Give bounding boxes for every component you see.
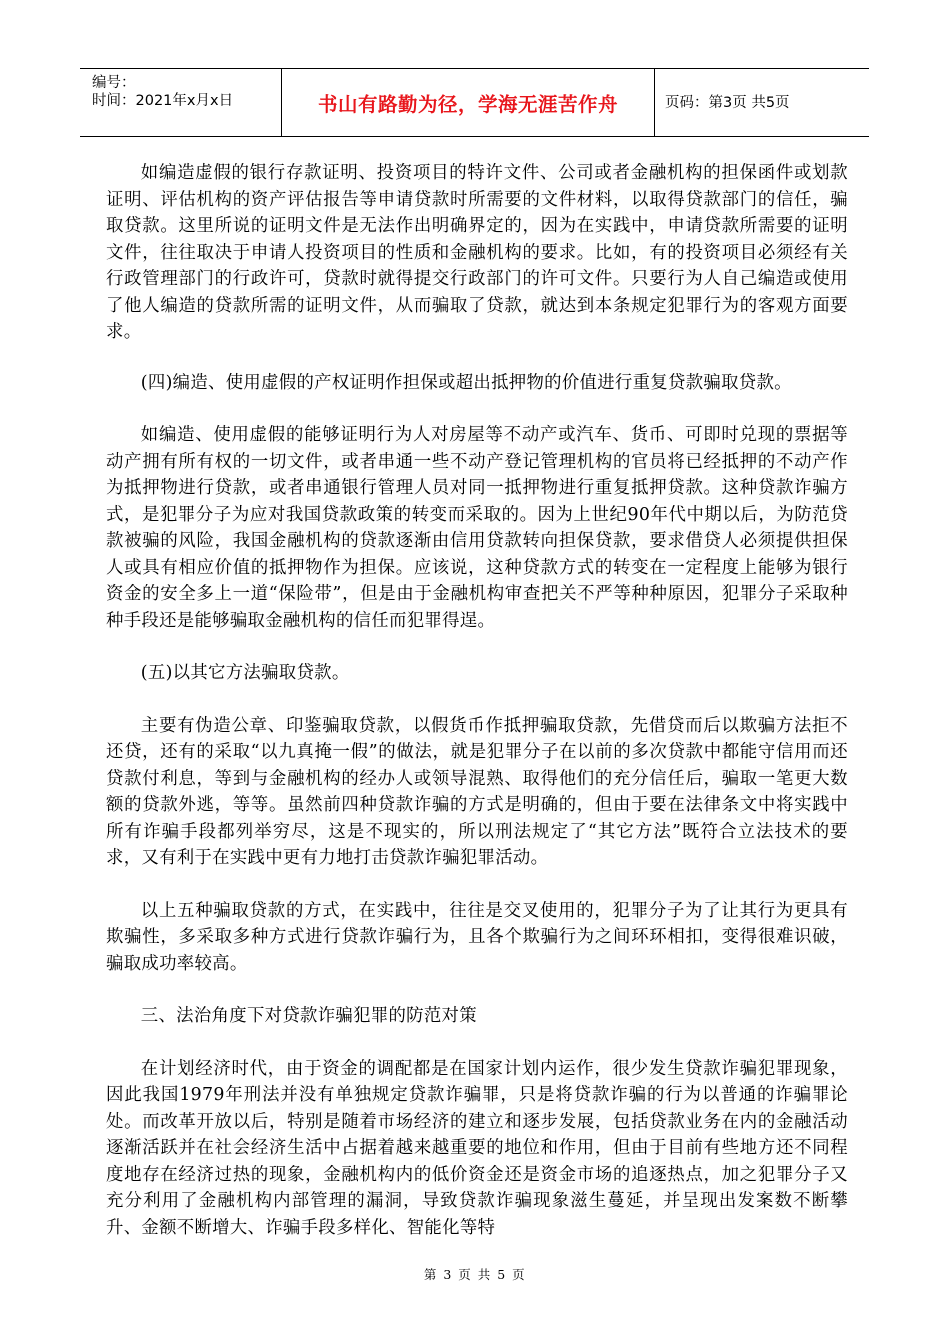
page-header [80, 68, 869, 137]
body-paragraph: 如编造虚假的银行存款证明、投资项目的特许文件、公司或者金融机构的担保函件或划款证明、评估机构的资产评估报告等申请贷款时所需要的文件材料，以取得贷款部门的信任，骗取贷款。这里所说的证明文件是无法作出明确界定的，因为在实践中，申请贷款所需要的证明文件，往往取决于申请人投资项目的性质和金融机构的要求。比如，有的投资项目必须经有关行政管理部门的行政许可，贷款时就得提交行政部门的许可文件。只要行为人自己编造或使用了他人编造的贷款所需的证明文件，从而骗取了贷款，就达到本条规定犯罪行为的客观方面要求。 [106, 163, 848, 342]
section-heading-5: (五)以其它方法骗取贷款。 [140, 663, 350, 683]
header-divider-right [654, 69, 655, 136]
page-footer: 第 3 页 共 5 页 [423, 1267, 527, 1282]
document-number-label: 编号： [92, 75, 136, 91]
section-heading-4: (四)编造、使用虚假的产权证明作担保或超出抵押物的价值进行重复贷款骗取贷款。 [140, 372, 792, 393]
header-page-code: 页码：第3页 共5页 [665, 95, 790, 111]
document-body [106, 160, 848, 1241]
body-paragraph: 在计划经济时代，由于资金的调配都是在国家计划内运作，很少发生贷款诈骗犯罪现象，因此我国1979年刑法并没有单独规定贷款诈骗罪，只是将贷款诈骗的行为以普通的诈骗罪论处。而改革开放以后，特别是随着市场经济的建立和逐步发展，包括贷款业务在内的金融活动逐渐活跃并在社会经济生活中占据着越来越重要的地位和作用，但由于目前有些地方还不同程度地存在经济过热的现象，金融机构内的低价资金还是资金市场的追逐热点，加之犯罪分子又充分利用了金融机构内部管理的漏洞，导致贷款诈骗现象滋生蔓延，并呈现出发案数不断攀升、金额不断增大、诈骗手段多样化、智能化等特 [106, 1058, 848, 1238]
body-paragraph: 以上五种骗取贷款的方式，在实践中，往往是交叉使用的，犯罪分子为了让其行为更具有欺骗性，多采取多种方式进行贷款诈骗行为，且各个欺骗行为之间环环相扣，变得很难识破，骗取成功率较高。 [106, 900, 848, 974]
body-paragraph: 主要有伪造公章、印鉴骗取贷款，以假货币作抵押骗取贷款，先借贷而后以欺骗方法拒不还贷，还有的采取“以九真掩一假”的做法，就是犯罪分子在以前的多次贷款中都能守信用而还贷款付利息，等到与金融机构的经办人或领导混熟、取得他们的充分信任后，骗取一笔更大数额的贷款外逃，等等。虽然前四种贷款诈骗的方式是明确的，但由于要在法律条文中将实践中所有诈骗手段都列举穷尽，这是不现实的，所以刑法规定了“其它方法”既符合立法技术的要求，又有利于在实践中更有力地打击贷款诈骗犯罪活动。 [106, 715, 848, 868]
section-heading-3: 三、法治角度下对贷款诈骗犯罪的防范对策 [140, 1006, 477, 1026]
document-time-label: 时间：2021年x月x日 [92, 93, 234, 109]
body-paragraph: 如编造、使用虚假的能够证明行为人对房屋等不动产或汽车、货币、可即时兑现的票据等动产拥有所有权的一切文件，或者串通一些不动产登记管理机构的官员将已经抵押的不动产作为抵押物进行贷款，或者串通银行管理人员对同一抵押物进行重复抵押贷款。这种贷款诈骗方式，是犯罪分子为应对我国贷款政策的转变而采取的。因为上世纪90年代中期以后，为防范贷款被骗的风险，我国金融机构的贷款逐渐由信用贷款转向担保贷款，要求借贷人必须提供担保人或具有相应价值的抵押物作为担保。应该说，这种贷款方式的转变在一定程度上能够为银行资金的安全多上一道“保险带”，但是由于金融机构审查把关不严等种种原因，犯罪分子采取种种手段还是能够骗取金融机构的信任而犯罪得逞。 [106, 425, 848, 631]
header-motto: 书山有路勤为径，学海无涯苦作舟 [317, 93, 618, 116]
